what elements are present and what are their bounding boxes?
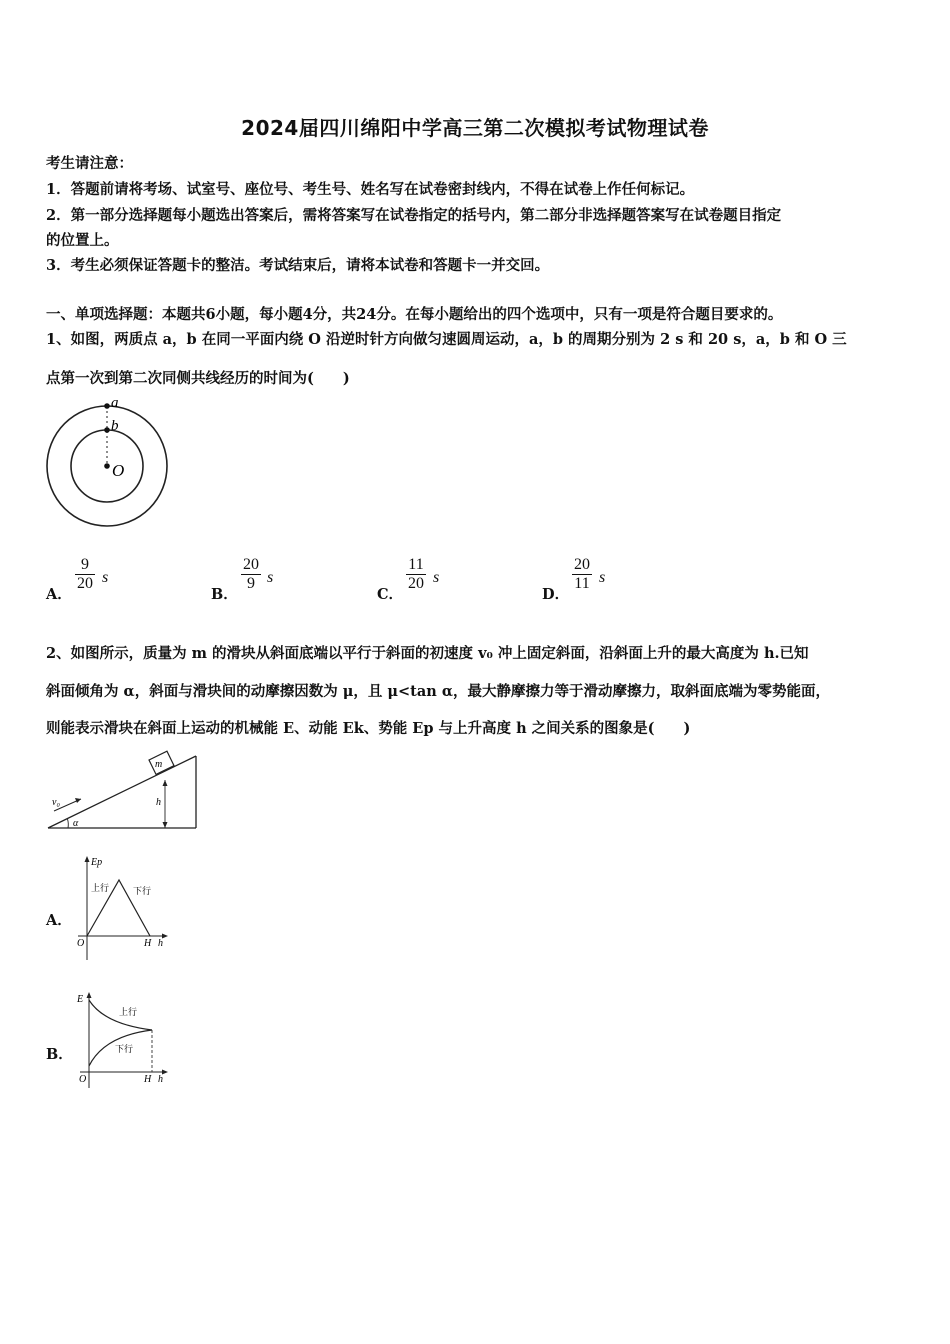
notice-item: 2．第一部分选择题每小题选出答案后，需将答案写在试卷指定的括号内，第二部分非选择题答案写在试卷题目指定: [46, 207, 782, 224]
y-label: Ep: [91, 857, 103, 868]
y-label: E: [77, 994, 84, 1005]
q2-option-b-graph[interactable]: [74, 988, 174, 1092]
notice-item: 1．答题前请将考场、试室号、座位号、考生号、姓名写在试卷密封线内，不得在试卷上作任何标记。: [46, 181, 695, 198]
notice-item: 的位置上。: [46, 232, 119, 249]
q2-option-a-letter[interactable]: A．: [46, 912, 72, 929]
option-a-letter[interactable]: A．: [46, 586, 72, 603]
point-a: [104, 403, 110, 409]
denominator: 9: [241, 574, 261, 593]
q2-stem-line3: 则能表示滑块在斜面上运动的机械能 E、动能 Ek、势能 Ep 与上升高度 h 之间关系的图象是( ): [46, 720, 691, 737]
velocity-arrowhead: [75, 798, 81, 803]
incline-slope: [48, 756, 196, 828]
section-heading: 一、单项选择题：本题共6小题，每小题4分，共24分。在每小题给出的四个选项中，只有一项是符合题目要求的。: [46, 306, 783, 323]
option-a-fraction[interactable]: [75, 556, 95, 593]
q2-option-a-graph[interactable]: [74, 852, 174, 964]
down-label: 下行: [133, 886, 152, 896]
denominator: 20: [408, 575, 424, 592]
q1-stem-line2: 点第一次到第二次同侧共线经历的时间为( ): [46, 370, 350, 387]
notice-item: 3．考生必须保证答题卡的整洁。考试结束后，请将本试卷和答题卡一并交回。: [46, 257, 550, 274]
q2-stem-line2: 斜面倾角为 α，斜面与滑块间的动摩擦因数为 μ，且 μ<tan α，最大静摩擦力等于滑动摩擦力，取斜面底端为零势能面，: [46, 683, 831, 700]
denominator: 20: [77, 575, 93, 592]
label-m: m: [155, 759, 163, 770]
label-a: a: [111, 395, 119, 411]
option-d-letter[interactable]: D．: [542, 586, 570, 603]
x-label: h: [158, 938, 163, 949]
numerator: 20: [243, 556, 259, 573]
option-a-unit: s: [102, 569, 109, 586]
label-alpha: α: [73, 818, 79, 829]
option-c-fraction[interactable]: [406, 556, 426, 593]
numerator: 20: [574, 556, 590, 573]
label-h: h: [156, 797, 161, 808]
x-label: h: [158, 1074, 163, 1085]
x-end-label: H: [144, 1074, 152, 1085]
q1-stem-line1: 1、如图，两质点 a，b 在同一平面内绕 O 沿逆时针方向做匀速圆周运动，a，b 的周期分别为 2 s 和 20 s，a，b 和 O 三: [46, 331, 847, 348]
height-arrow-bottom: [163, 822, 168, 828]
option-c-letter[interactable]: C．: [377, 586, 404, 603]
option-c-unit: s: [433, 569, 440, 586]
numerator: 9: [81, 556, 89, 573]
q2-option-b-letter[interactable]: B．: [46, 1046, 73, 1063]
incline-figure: [44, 750, 204, 834]
numerator: 11: [408, 556, 424, 573]
option-b-letter[interactable]: B．: [211, 586, 238, 603]
notice-heading: 考生请注意：: [46, 155, 133, 172]
point-b: [104, 427, 110, 433]
height-arrow-top: [163, 780, 168, 786]
down-label: 下行: [115, 1044, 134, 1054]
label-o: O: [112, 461, 125, 480]
option-b-unit: s: [267, 569, 274, 586]
y-axis-arrow: [85, 856, 90, 862]
x-end-label: H: [144, 938, 152, 949]
angle-arc: [68, 819, 69, 828]
q1-circles-figure: [44, 392, 174, 534]
option-d-fraction[interactable]: [572, 556, 592, 593]
up-label: 上行: [119, 1007, 138, 1017]
denominator: 11: [572, 574, 592, 593]
up-label: 上行: [91, 883, 110, 893]
y-axis-arrow: [87, 992, 92, 998]
page-title: 2024届四川绵阳中学高三第二次模拟考试物理试卷: [241, 116, 709, 140]
label-b: b: [111, 418, 119, 434]
option-d-unit: s: [599, 569, 606, 586]
point-o: [104, 463, 110, 469]
option-b-fraction[interactable]: [241, 556, 261, 593]
label-v0: v₀: [52, 797, 60, 808]
origin-label: O: [79, 1074, 87, 1085]
origin-label: O: [77, 938, 85, 949]
q2-stem-line1: 2、如图所示，质量为 m 的滑块从斜面底端以平行于斜面的初速度 v₀ 冲上固定斜面，沿斜面上升的最大高度为 h.已知: [46, 645, 809, 662]
